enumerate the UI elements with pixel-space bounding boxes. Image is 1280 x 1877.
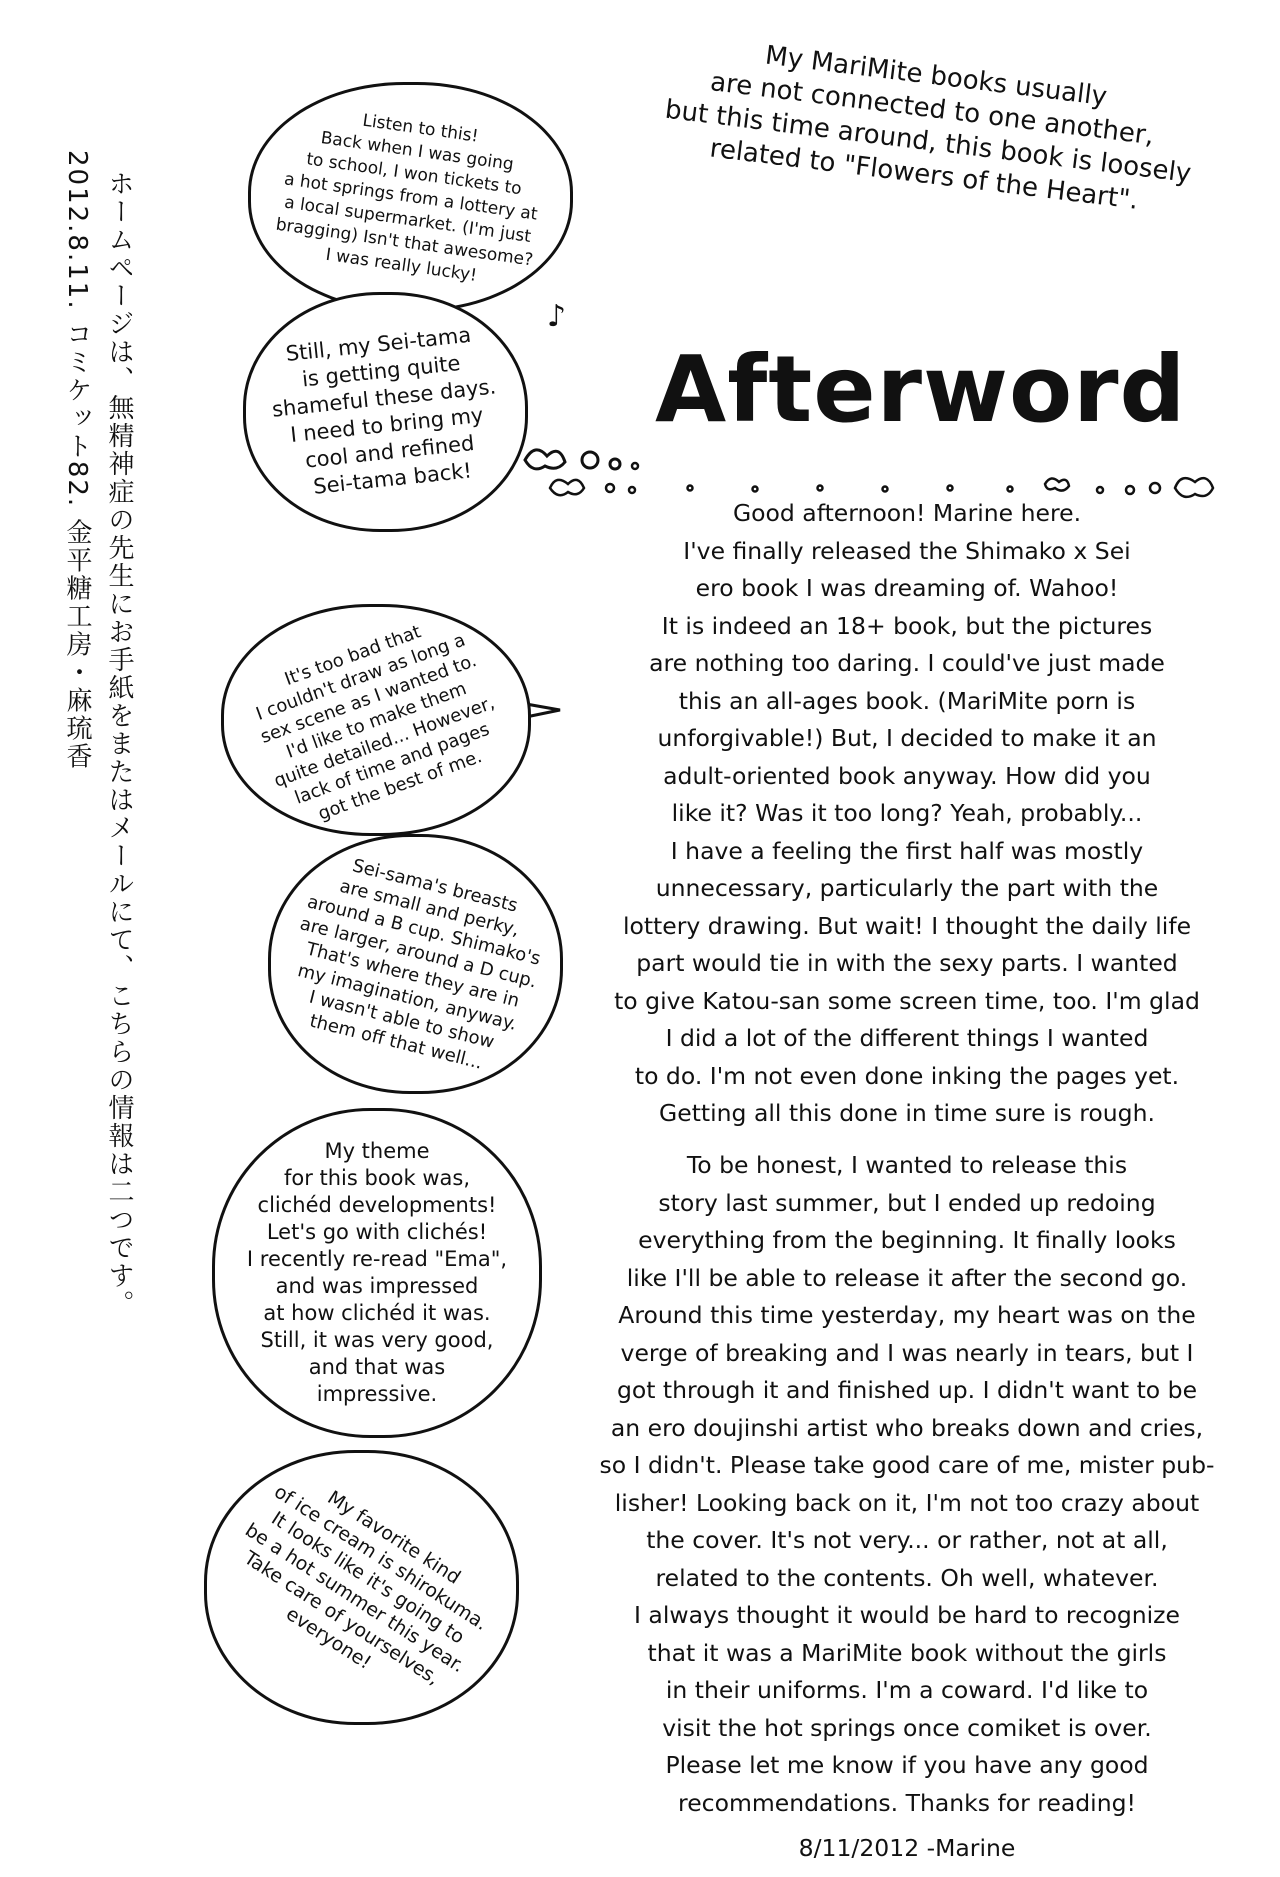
body-paragraph-1: Good afternoon! Marine here. I've finally released the Shimako x Sei ero book I was dreaming of. Wahoo! It is indeed an 18+ book, but the pictures are nothing too daring. I could've just made this an all-ages book. (MariMite porn is unforgivable!) But, I decided to make it an adult-oriented book anyway. How did you like it? Was it too long? Yeah, probably... I have a feeling the first half was mostly unnecessary, particularly the part with the lottery drawing. But wait! I thought the daily life part would tie in with the sexy parts. I wanted to give Katou-san some screen time, too. I'm glad I did a lot of the different things I wanted to do. I'm not even done inking the pages yet. Getting all this done in time sure is rough. bbox=[614, 499, 1200, 1127]
thought-bubble-sei-tama bbox=[243, 292, 528, 532]
japanese-note-contact: ホームページは、無精神症の先生にお手紙をまたはメールにて、こちらの情報は二つです。 bbox=[104, 170, 134, 1318]
page-title: Afterword bbox=[655, 336, 1187, 443]
bubble-text: My favorite kind of ice cream is shirokuma. It looks like it's going to be a hot summer this year. Take care of yourselves, everyone! bbox=[240, 1480, 492, 1690]
music-note-icon: ♪ bbox=[547, 299, 567, 334]
bubble-text: Listen to this! Back when I was going to school, I won tickets to a hot springs from a lottery at a local supermarket. (I'm just bragging) Isn't that awesome? I was really lucky! bbox=[274, 110, 539, 286]
thought-bubble-cup-sizes bbox=[268, 834, 563, 1094]
bubble-text: Still, my Sei-tama is getting quite shameful these days. I need to bring my cool and refined Sei-tama back! bbox=[270, 322, 498, 499]
bubble-text: It's too bad that I couldn't draw as long a sex scene as I wanted to. I'd like to make them quite detailed... However, lack of time and pages got the best of me. bbox=[252, 620, 497, 825]
signature: 8/11/2012 -Marine bbox=[798, 1834, 1016, 1862]
body-paragraph-2: To be honest, I wanted to release this story last summer, but I ended up redoing everything from the beginning. It finally looks like I'll be able to release it after the second go. Around this time yesterday, my heart was on the verge of breaking and I was nearly in tears, but I got through it and finished up. I didn't want to be an ero doujinshi artist who breaks down and cries, so I didn't. Please take good care of me, mister pub- lisher! Looking back on it, I'm not too crazy about the cover. It's not very... or rather, not at all, related to the contents. Oh well, whatever. I always thought it would be hard to recognize that it was a MariMite book without the girls in their uniforms. I'm a coward. I'd like to visit the hot springs once comiket is over. Please let me know if you have any good recommendations. Thanks for reading! bbox=[599, 1151, 1215, 1817]
thought-bubble-theme bbox=[212, 1108, 542, 1438]
intro-note: My MariMite books usually are not connected to one another, but this time around, this book is loosely related to "Flowers of the Heart". bbox=[663, 40, 1193, 216]
thought-bubble-ice-cream bbox=[204, 1450, 519, 1725]
bubble-text: My theme for this book was, clichéd developments! Let's go with clichés! I recently re-read "Ema", and was impressed at how clichéd it was. Still, it was very good, and that was impressive. bbox=[246, 1139, 508, 1406]
thought-bubble-lottery bbox=[248, 82, 573, 312]
japanese-note-date-circle: 2012.8.11. コミケット82. 金平糖工房・麻琉香 bbox=[62, 150, 92, 771]
speech-bubble-sex-scene bbox=[221, 604, 531, 836]
bubble-text: Sei-sama's breasts are small and perky, around a B cup. Shimako's are larger, around a D cup. That's where they are in my imagination, anyway. I wasn't able to show them off that well... bbox=[295, 855, 543, 1074]
